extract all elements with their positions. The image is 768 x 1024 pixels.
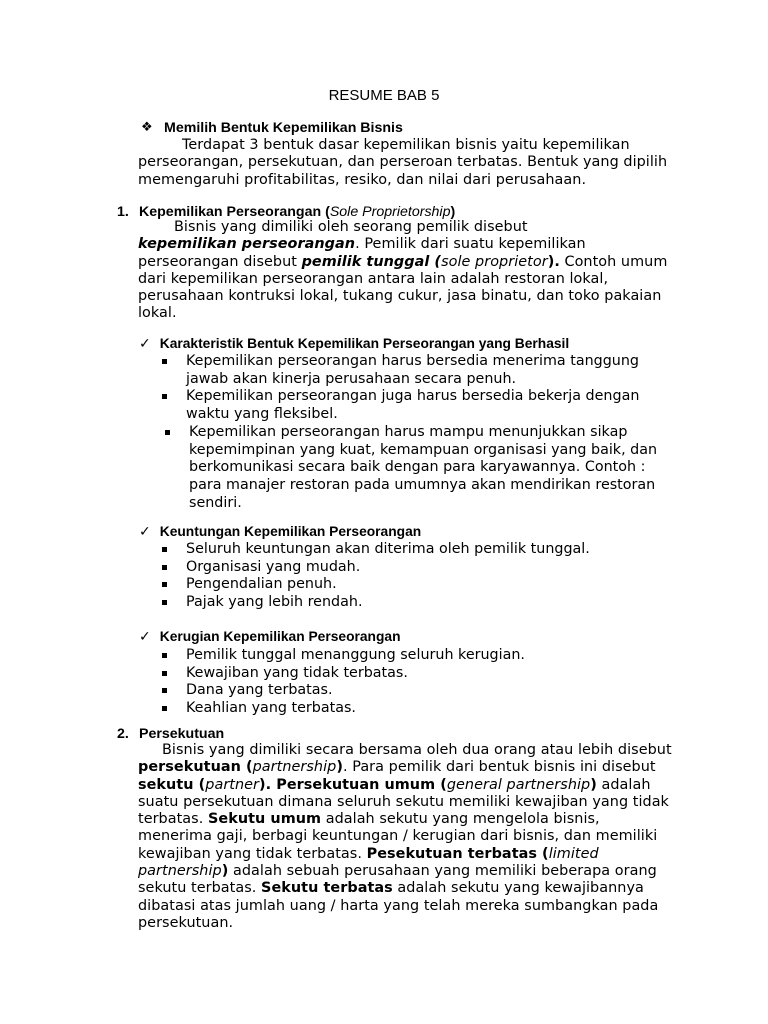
- bullet-icon: [162, 688, 167, 693]
- karakteristik-heading: ✓ Karakteristik Bentuk Kepemilikan Perseorangan yang Berhasil: [139, 336, 570, 352]
- document-title: RESUME BAB 5: [328, 87, 440, 104]
- list-item: Pengendalian penuh.: [162, 576, 672, 594]
- section1-paragraph: Bisnis yang dimiliki oleh seorang pemilik disebut kepemilikan perseorangan. Pemilik dari suatu kepemilikan perseorangan disebut pemilik tunggal (sole proprietor). Contoh umum dari kepemilikan perseorangan antara lain adalah restoran lokal, perusahaan kontruksi lokal, tukang cukur, jasa binatu, dan toko pakaian lokal.: [138, 219, 668, 322]
- check-icon: ✓: [139, 629, 151, 645]
- bullet-icon: [162, 706, 167, 711]
- diamond-bullet-icon: ❖: [141, 120, 153, 135]
- list-item: Kepemilikan perseorangan juga harus bersedia bekerja dengan waktu yang fleksibel.: [162, 388, 672, 423]
- bullet-icon: [162, 547, 167, 552]
- term-kepemilikan-perseorangan: kepemilikan perseorangan: [138, 236, 356, 253]
- list-item: Kepemilikan perseorangan harus bersedia menerima tanggung jawab akan kinerja perusahaan secara penuh.: [162, 353, 672, 388]
- check-icon: ✓: [139, 524, 151, 540]
- list-item: Keahlian yang terbatas.: [162, 700, 672, 718]
- kerugian-heading: ✓ Kerugian Kepemilikan Perseorangan: [139, 629, 401, 645]
- list-item: Kewajiban yang tidak terbatas.: [162, 665, 672, 683]
- list-item: Pajak yang lebih rendah.: [162, 594, 672, 612]
- list-item: Dana yang terbatas.: [162, 682, 672, 700]
- bullet-icon: [162, 582, 167, 587]
- bullet-icon: [162, 359, 167, 364]
- intro-heading: Memilih Bentuk Kepemilikan Bisnis: [164, 120, 403, 136]
- intro-body: Terdapat 3 bentuk dasar kepemilikan bisnis yaitu kepemilikan perseorangan, persekutuan, dan perseroan terbatas. Bentuk yang dipilih memengaruhi profitabilitas, resiko, dan nilai dari perusahaan.: [138, 137, 668, 188]
- bullet-icon: [162, 394, 167, 399]
- keuntungan-list: [162, 541, 672, 612]
- list-item: Seluruh keuntungan akan diterima oleh pemilik tunggal.: [162, 541, 672, 559]
- bullet-icon: [165, 430, 170, 435]
- list-item: Kepemilikan perseorangan harus mampu menunjukkan sikap kepemimpinan yang kuat, kemampuan organisasi yang baik, dan berkomunikasi secara baik dengan para karyawannya. Contoh : para manajer restoran pada umumnya akan mendirikan restoran sendiri.: [162, 424, 672, 513]
- section2-number: 2.: [117, 726, 129, 742]
- section2-heading: Persekutuan: [139, 726, 225, 742]
- kerugian-list: [162, 647, 672, 718]
- bullet-icon: [162, 671, 167, 676]
- karakteristik-list: [162, 353, 672, 512]
- bullet-icon: [162, 600, 167, 605]
- list-item: Organisasi yang mudah.: [162, 559, 672, 577]
- bullet-icon: [162, 565, 167, 570]
- section1-number: 1.: [117, 204, 129, 220]
- list-item: Pemilik tunggal menanggung seluruh kerugian.: [162, 647, 672, 665]
- section1-heading: Kepemilikan Perseorangan (Sole Proprietorship): [139, 204, 456, 220]
- intro-paragraph: [138, 137, 678, 189]
- bullet-icon: [162, 653, 167, 658]
- section2-paragraph: Bisnis yang dimiliki secara bersama oleh dua orang atau lebih disebut persekutuan (partnership). Para pemilik dari bentuk bisnis ini disebut sekutu (partner). Persekutuan umum (general partnership) adalah suatu persekutuan dimana seluruh sekutu memiliki kewajiban yang tidak terbatas. Sekutu umum adalah sekutu yang mengelola bisnis, menerima gaji, berbagi keuntungan / kerugian dari bisnis, dan memiliki kewajiban yang tidak terbatas. Pesekutuan terbatas (limited partnership) adalah sebuah perusahaan yang memiliki beberapa orang sekutu terbatas. Sekutu terbatas adalah sekutu yang kewajibannya dibatasi atas jumlah uang / harta yang telah mereka sumbangkan pada persekutuan.: [138, 742, 672, 931]
- check-icon: ✓: [139, 336, 151, 352]
- keuntungan-heading: ✓ Keuntungan Kepemilikan Perseorangan: [139, 524, 422, 540]
